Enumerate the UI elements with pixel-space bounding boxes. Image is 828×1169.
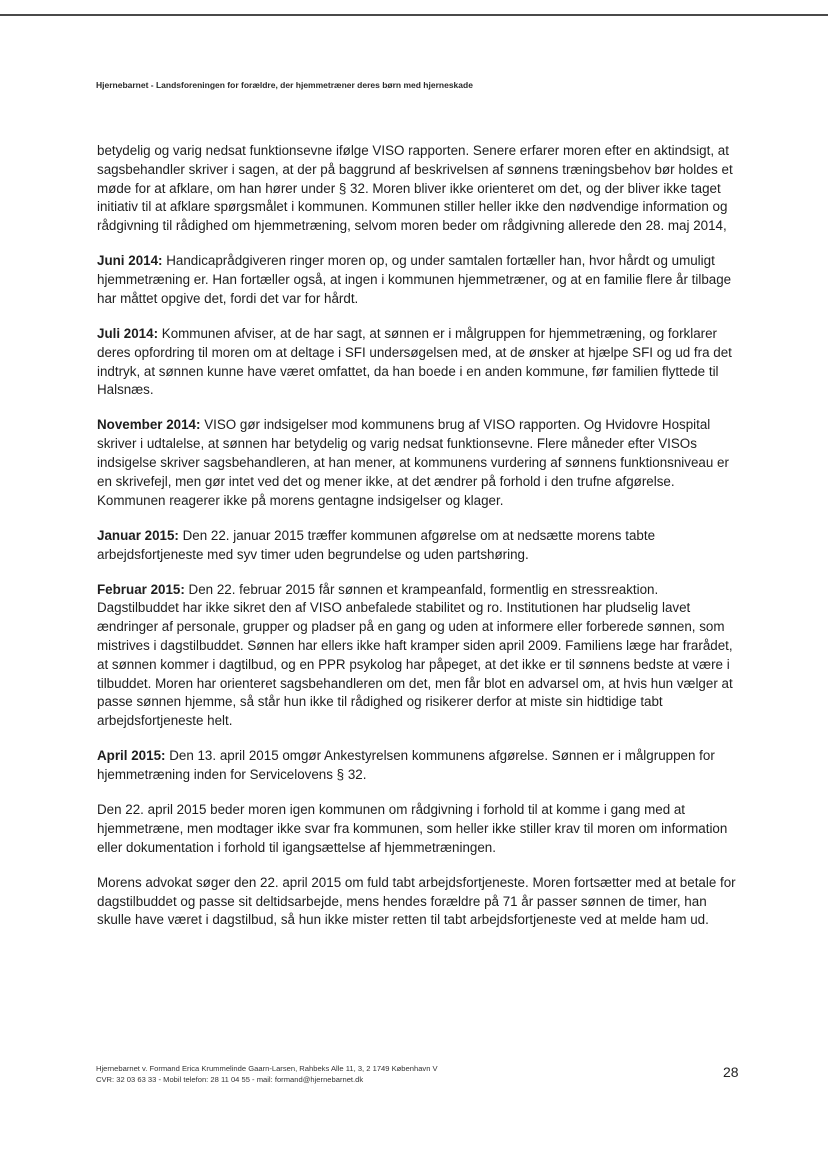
paragraph	[97, 252, 742, 308]
paragraph-text: Handicaprådgiveren ringer moren op, og under samtalen fortæller han, hvor hårdt og umuligt hjemmetræning er. Han fortæller også, at ingen i kommunen hjemmetræner, og at en familie flere år tilbage har måttet opgive det, fordi det var for hårdt.	[97, 253, 732, 306]
page-footer	[96, 1063, 438, 1085]
paragraph-date: April 2015:	[97, 748, 166, 764]
paragraph	[97, 325, 742, 400]
paragraph-date: Juni 2014:	[97, 253, 163, 269]
footer-address: Hjernebarnet v. Formand Erica Krummelinde Gaarn-Larsen, Rahbeks Alle 11, 3, 2 1749 København V	[96, 1064, 438, 1073]
paragraph-text: Den 13. april 2015 omgør Ankestyrelsen kommunens afgørelse. Sønnen er i målgruppen for hjemmetræning inden for Servicelovens § 32.	[97, 748, 715, 783]
top-rule	[0, 14, 828, 16]
paragraph	[97, 801, 742, 857]
paragraph	[97, 142, 742, 236]
document-body	[97, 142, 742, 947]
running-header: Hjernebarnet - Landsforeningen for forældre, der hjemmetræner deres børn med hjerneskade	[96, 80, 473, 90]
paragraph-date: November 2014:	[97, 417, 201, 433]
paragraph-text: VISO gør indsigelser mod kommunens brug af VISO rapporten. Og Hvidovre Hospital skriver i udtalelse, at sønnen har betydelig og varig nedsat funktionsevne. Flere måneder efter VISOs indsigelse skriver sagsbehandleren, at han mener, at kommunens vurdering af sønnens funktionsniveau er en skrivefejl, men gør intet ved det og mener ikke, at det ændrer på forhold i den trufne afgørelse. Kommunen reagerer ikke på morens gentagne indsigelser og klager.	[97, 417, 729, 508]
paragraph-date: Februar 2015:	[97, 581, 185, 597]
paragraph-text: Den 22. april 2015 beder moren igen kommunen om rådgivning i forhold til at komme i gang med at hjemmetræne, men modtager ikke svar fra kommunen, som heller ikke stiller krav til moren om information eller dokumentation i forhold til igangsættelse af hjemmetræningen.	[97, 802, 728, 855]
paragraph-date: Juli 2014:	[97, 325, 159, 341]
paragraph-text: betydelig og varig nedsat funktionsevne ifølge VISO rapporten. Senere erfarer moren efter en aktindsigt, at sagsbehandler skriver i sagen, at der på baggrund af beskrivelsen af sønnens træningsbehov bør holdes et møde for at afklare, om han hører under § 32. Moren bliver ikke orienteret om det, og der bliver ikke taget initiativ til at afklare spørgsmålet i kommunen. Kommunen stiller heller ikke den nødvendige information og rådgivning til rådighed om hjemmetræning, selvom moren beder om rådgivning allerede den 28. maj 2014,	[97, 143, 733, 234]
page-number: 28	[723, 1064, 739, 1080]
paragraph-date: Januar 2015:	[97, 527, 179, 543]
paragraph	[97, 527, 742, 565]
paragraph-text: Morens advokat søger den 22. april 2015 om fuld tabt arbejdsfortjeneste. Moren fortsætter med at betale for dagstilbuddet og passe sit deltidsarbejde, mens hendes forældre på 71 år passer sønnen de timer, han skulle have været i dagstilbud, så hun ikke mister retten til tabt arbejdsfortjeneste ved at melde ham ud.	[97, 874, 736, 928]
paragraph-text: Den 22. februar 2015 får sønnen et krampeanfald, formentlig en stressreaktion. Dagstilbuddet har ikke sikret den af VISO anbefalede stabilitet og ro. Institutionen har pludselig lavet ændringer af personale, grupper og pladser på en gang og uden at informere eller forberede sønnen, som mistrives i dagstilbuddet. Sønnen har ellers ikke haft kramper siden april 2009. Familiens læge har frarådet, at sønnen kommer i dagtilbud, og en PPR psykolog har påpeget, at det ikke er til sønnens bedste at være i tilbuddet. Moren har orienteret sagsbehandleren om det, men får blot en advarsel om, at hvis hun vælger at passe sønnen hjemme, så står hun ikke til rådighed og risikerer derfor at miste sin hidtidige tabt arbejdsfortjeneste helt.	[97, 581, 733, 729]
paragraph	[97, 416, 742, 510]
footer-contact: CVR: 32 03 63 33 - Mobil telefon: 28 11 04 55 - mail: formand@hjernebarnet.dk	[96, 1075, 364, 1084]
paragraph	[97, 581, 742, 731]
paragraph-text: Kommunen afviser, at de har sagt, at sønnen er i målgruppen for hjemmetræning, og forklarer deres opfordring til moren om at deltage i SFI undersøgelsen med, at de ønsker at hjælpe SFI og ud fra det indtryk, at sønnen kunne have været omfattet, da han boede i en anden kommune, før familien flyttede til Halsnæs.	[97, 325, 732, 398]
paragraph	[97, 747, 742, 785]
paragraph-text: Den 22. januar 2015 træffer kommunen afgørelse om at nedsætte morens tabte arbejdsfortjeneste med syv timer uden begrundelse og uden partshøring.	[97, 527, 656, 562]
paragraph	[97, 874, 742, 930]
